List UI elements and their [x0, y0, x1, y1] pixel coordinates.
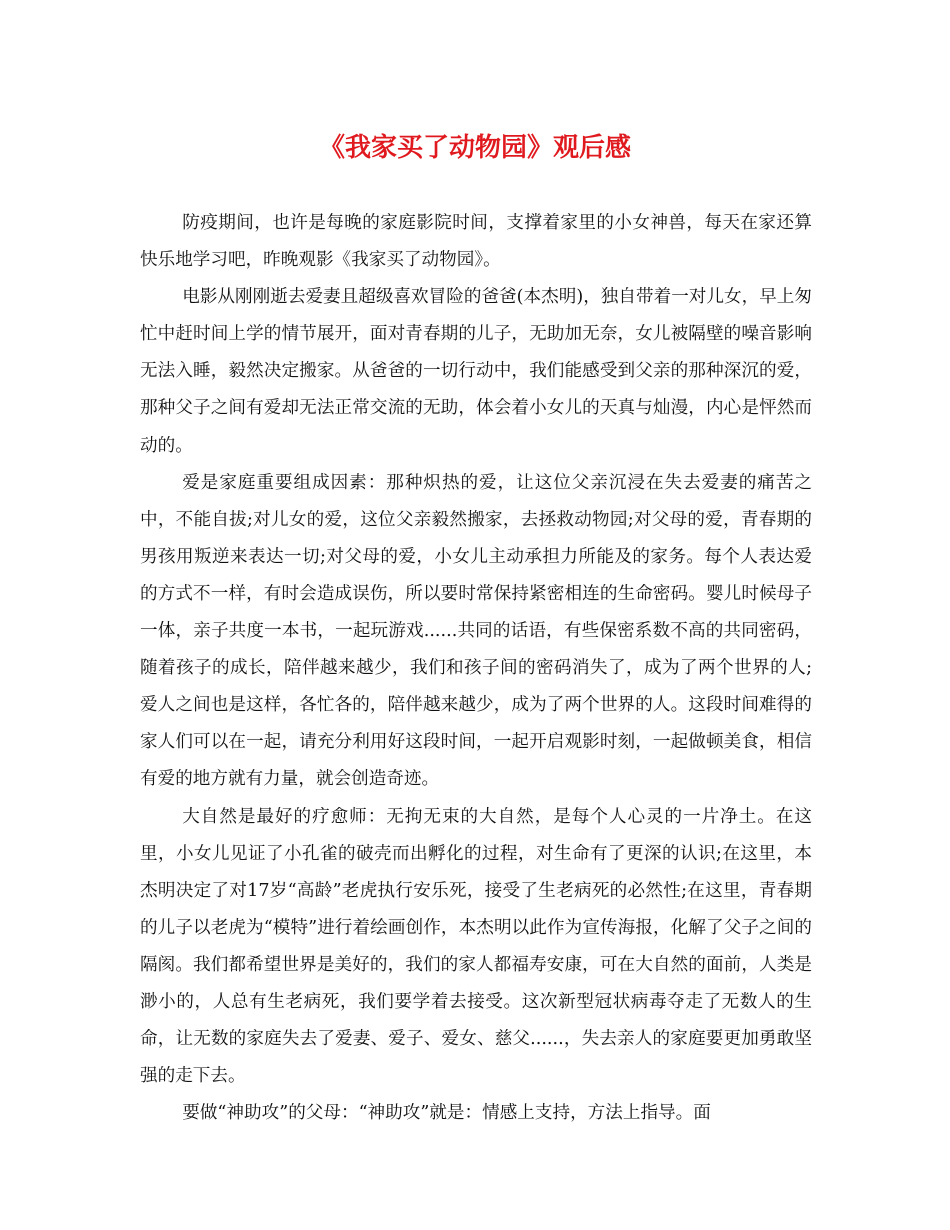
paragraph-intro: 防疫期间，也许是每晚的家庭影院时间，支撑着家里的小女神兽，每天在家还算快乐地学习吧，昨晚观影《我家买了动物园》。: [140, 213, 812, 271]
paragraph-plot: 电影从刚刚逝去爱妻且超级喜欢冒险的爸爸(本杰明)，独自带着一对儿女，早上匆忙中赶时间上学的情节展开，面对青春期的儿子，无助加无奈，女儿被隔壁的噪音影响无法入睡，毅然决定搬家。从爸爸的一切行动中，我们能感受到父亲的那种深沉的爱，那种父子之间有爱却无法正常交流的无助，体会着小女儿的天真与灿漫，内心是怦然而动的。: [140, 287, 812, 456]
paragraph-nature: 大自然是最好的疗愈师：无拘无束的大自然，是每个人心灵的一片净土。在这里，小女儿见证了小孔雀的破壳而出孵化的过程，对生命有了更深的认识;在这里，本杰明决定了对17岁“高龄”老虎执行安乐死，接受了生老病死的必然性;在这里，青春期的儿子以老虎为“模特”进行着绘画创作，本杰明以此作为宣传海报，化解了父子之间的隔阂。我们都希望世界是美好的，我们的家人都福寿安康，可在大自然的面前，人类是渺小的，人总有生老病死，我们要学着去接受。这次新型冠状病毒夺走了无数人的生命，让无数的家庭失去了爱妻、爱子、爱女、慈父......，失去亲人的家庭要更加勇敢坚强的走下去。: [140, 806, 812, 1087]
paragraph-parents: 要做“神助攻”的父母：“神助攻”就是：情感上支持，方法上指导。面: [182, 1103, 711, 1124]
document-title: 《我家买了动物园》观后感: [318, 133, 631, 163]
document-body: [140, 205, 812, 1132]
paragraph-family-love: 爱是家庭重要组成因素：那种炽热的爱，让这位父亲沉浸在失去爱妻的痛苦之中，不能自拔;对儿女的爱，这位父亲毅然搬家，去拯救动物园;对父母的爱，青春期的男孩用叛逆来表达一切;对父母的爱，小女儿主动承担力所能及的家务。每个人表达爱的方式不一样，有时会造成误伤，所以要时常保持紧密相连的生命密码。婴儿时候母子一体，亲子共度一本书，一起玩游戏......共同的话语，有些保密系数不高的共同密码，随着孩子的成长，陪伴越来越少，我们和孩子间的密码消失了，成为了两个世界的人;爱人之间也是这样，各忙各的，陪伴越来越少，成为了两个世界的人。这段时间难得的家人们可以在一起，请充分利用好这段时间，一起开启观影时刻，一起做顿美食，相信有爱的地方就有力量，就会创造奇迹。: [140, 472, 812, 790]
